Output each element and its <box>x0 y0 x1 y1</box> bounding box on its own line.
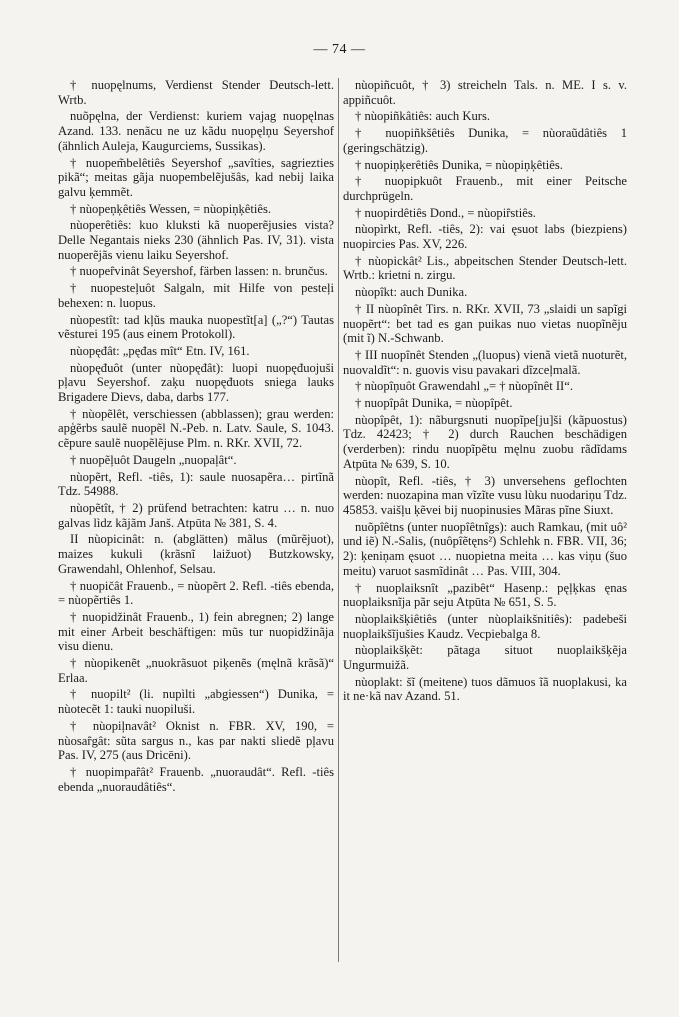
dictionary-entry: † nuopirdêtiês Dond., = nùopiȓstiês. <box>355 205 536 220</box>
dictionary-entry: † nuopęlnums, Verdienst Stender Deutsch-lett. Wrtb. <box>58 78 334 107</box>
dictionary-entry: nùopẽtît, † 2) prüfend betrachten: katru … n. nuo galvas lìdz kãjãm Janš. Atpūta № 381, S. 4. <box>58 500 334 530</box>
page-number: — 74 — <box>313 42 366 57</box>
dictionary-entry: nùoplaikšķẽt: pãtaga situot nuoplaikšķẽja Ungurmuižã. <box>343 643 627 673</box>
dictionary-entry: † III nuopînêt Stenden „(luopus) vienã vietã nuoturẽt, nuovaldĩt“: n. guovis visu pavakari dĩzceļmalã. <box>343 347 627 377</box>
dictionary-entry: II nùopicinât: n. (abglätten) mãlus (mũrẽjuot), maizes kukuli (krãsnĩ laižuot) Butzkowsky, Grawendahl, Ohlenhof, Selsau. <box>58 532 334 576</box>
dictionary-entry: nùoplakt: šĩ (meitene) tuos dãmuos ĩã nuoplakusi, ka it ne·kã nav Azand. 51. <box>343 674 627 704</box>
dictionary-entry: † nùopẽlêt, verschiessen (abblassen); grau werden: apģẽrbs saulẽ nuopẽl N.-Peb. n. Latv. Saule, S. 1043. cẽpure saulẽ nuopẽlẽjuse Plm. n. RKr. XVII, 72. <box>58 406 334 451</box>
dictionary-entry: nùoperêtiês: kuo kluksti kã nuoperẽjusies vista? Delle Negantais nieks 230 (ähnlich Pas. IV, 31). vista nuoperẽjãs vienu laiku Seyershof. <box>58 218 334 262</box>
dictionary-entry: † nuopesteļuôt Salgaln, mit Hilfe von pesteļi behexen: n. luopus. <box>58 281 334 310</box>
dictionary-entry: nùopẽrt, Refl. -tiês, 1): saule nuosapẽra… pirtĩnã Tdz. 54988. <box>58 469 334 499</box>
right-column <box>343 78 627 706</box>
dictionary-entry: † nuopidžinât Frauenb., 1) fein abregnen; 2) lange mit einer Arbeit beschäftigen: mũs tur nuopidžinãja visu dienu. <box>58 609 334 654</box>
dictionary-entry: † nùopîņuôt Grawendahl „= † nùopînêt II“. <box>355 379 573 394</box>
dictionary-entry: nùoplaikšķiêtiês (unter nùoplaikšnitiês): padebeši nuoplaikšĩjušies Kaudz. Vecpiebalga 8. <box>343 611 627 641</box>
dictionary-entry: nùopìrkt, Refl. -tiês, 2): vai ęsuot labs (biezpiens) nuopircies Pas. XV, 226. <box>343 222 627 252</box>
dictionary-entry: † nùopikenẽt „nuokrãsuot piķenẽs (męlnã krãsã)“ Erlaa. <box>58 656 334 685</box>
dictionary-entry: nùopîkt: auch Dunika. <box>355 285 468 300</box>
dictionary-entry: nùopiñcuôt, † 3) streicheln Tals. n. ME. I s. v. appiñcuôt. <box>343 78 627 107</box>
dictionary-entry: † nuopîpât Dunika, = nùopîpêt. <box>355 396 513 411</box>
dictionary-entry: † nuopiñkšêtiês Dunika, = nùoraũdâtiês 1 (geringschätzig). <box>343 126 627 155</box>
dictionary-entry: nùopît, Refl. -tiês, † 3) unversehens geflochten werden: nuozapina man vĩzĩte vusu lùku nuodariņu Tdz. 45853. vaišļu ķẽvei bij nuopinusies Mãras pĩne Siuxt. <box>343 473 627 517</box>
dictionary-entry: nuõpęlna, der Verdienst: kuriem vajag nuopęlnas Azand. 133. nenãcu ne uz kãdu nuopęlņu Seyershof (ähnlich Auleja, Kaugurciems, Sussikas). <box>58 109 334 153</box>
dictionary-entry: nùopęđât: „pęđas mît“ Etn. IV, 161. <box>70 343 250 358</box>
column-divider <box>338 78 339 962</box>
dictionary-entry: † nuopipkuôt Frauenb., mit einer Peitsche durchprügeln. <box>343 174 627 203</box>
dictionary-entry: † nuopeȓvinât Seyershof, färben lassen: n. brunčus. <box>70 264 328 279</box>
dictionary-entry: † nuopiņķerêtiês Dunika, = nùopiņķêtiês. <box>355 157 563 172</box>
dictionary-entry: † nùopeņķêtiês Wessen, = nùopiņķêtiês. <box>70 201 272 216</box>
dictionary-entry: † nùopickât² Lis., abpeitschen Stender Deutsch-lett. Wrtb.: krietni n. zirgu. <box>343 253 627 283</box>
left-column <box>58 78 334 796</box>
dictionary-entry: nùopestît: tad kļũs mauka nuopestĩt[a] („?“) Tautas vẽsturei 195 (aus einem Protokoll). <box>58 312 334 342</box>
dictionary-entry: † nuopičât Frauenb., = nùopẽrt 2. Refl. -tiês ebenda, = nùopẽrtiês 1. <box>58 578 334 608</box>
dictionary-entry: † nuopimpaȓât² Frauenb. „nuoraudât“. Refl. -tiês ebenda „nuoraudâtiês“. <box>58 764 334 794</box>
dictionary-entry: † nuopilt² (li. nupìlti „abgiessen“) Dunika, = nùotecẽt 1: tauki nuopiluši. <box>58 687 334 717</box>
dictionary-entry: † nuoplaiksnît „pazibêt“ Hasenp.: pęļķkas ęnas nuoplaiksnĩja pãr seju Atpūta № 651, S. 5. <box>343 580 627 610</box>
dictionary-entry: † nùopiļnavât² Oknist n. FBR. XV, 190, = nùosaȓgât: sũta sargus n., kas par nakti sliedẽ pļavu Pas. IV, 275 (aus Dricēni). <box>58 718 334 763</box>
dictionary-entry: † nùopiñkâtiês: auch Kurs. <box>355 109 491 124</box>
dictionary-entry: nuõpîêtns (unter nuopîêtnîgs): auch Ramkau, (mit uô² und iẽ) N.-Salis, (nuôpîẽtęns²) Schlehk n. FBR. VII, 36; 2): ķeniņam ęsuot … nuopietna meita … kas viņu (šuo meitu) varuot sasmĩdinât … Pas. VIII, 304. <box>343 519 627 578</box>
dictionary-entry: nùopęđuôt (unter nùopęđât): luopi nuopęđuojuši pļavu Seyershof. zaķu nuopęđuots sniega lauks Brigadere Dievs, daba, darbs 177. <box>58 360 334 405</box>
dictionary-entry: nùopîpêt, 1): nãburgsnuti nuopĩpe[ju]ši (kãpuostus) Tdz. 42423; † 2) durch Rauchen beschädigen (verderben): rindu nuopĩpẽtu męlnu zuobu rãdĩdams Atpūta № 639, S. 10. <box>343 412 627 471</box>
dictionary-entry: † nuopem̃belêtiês Seyershof „savîties, sagriezties pikã“; meitas gãja nuopembelẽjušâs, kad nebij laika galvu ķemmẽt. <box>58 155 334 199</box>
dictionary-entry: † II nùopînêt Tirs. n. RKr. XVII, 73 „slaidi un sapĩgi nuopẽrt“: bet tad es gan puikas nuo vietas nuopĩnẽju (mit ĩ) N.-Schwanb. <box>343 301 627 346</box>
dictionary-entry: † nuopẽļuôt Daugeln „nuopaļât“. <box>70 452 237 467</box>
